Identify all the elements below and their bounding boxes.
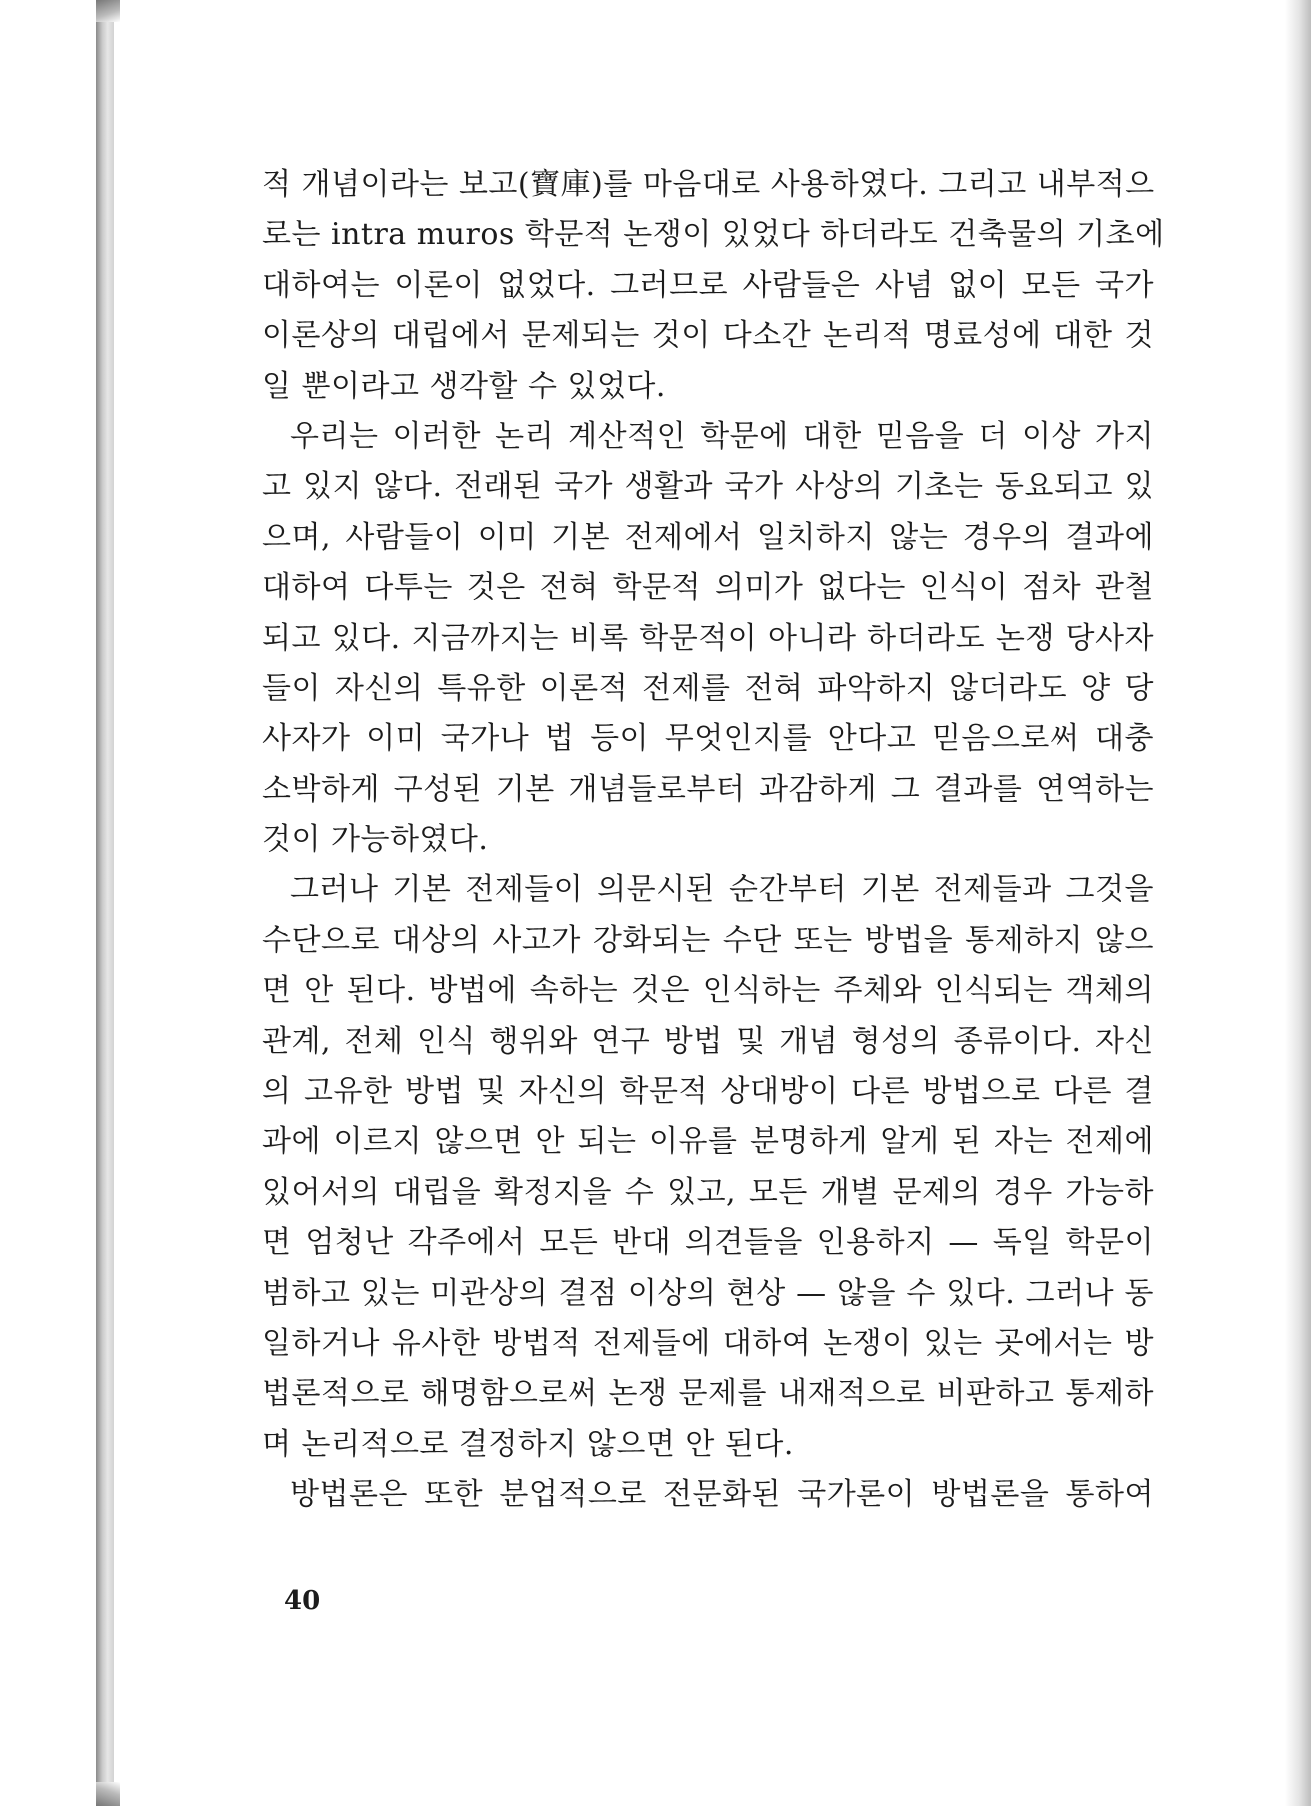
page-number: 40 — [284, 1586, 321, 1616]
text-line: 관계, 전체 인식 행위와 연구 방법 및 개념 형성의 종류이다. 자신 — [262, 1023, 1154, 1059]
page-body-text — [262, 160, 1165, 1521]
text-line: 범하고 있는 미관상의 결점 이상의 현상 — 않을 수 있다. 그러나 동 — [262, 1275, 1154, 1311]
text-line: 사자가 이미 국가나 법 등이 무엇인지를 안다고 믿음으로써 대충 — [262, 721, 1154, 757]
text-line: 있어서의 대립을 확정지을 수 있고, 모든 개별 문제의 경우 가능하 — [262, 1174, 1154, 1210]
text-line: 들이 자신의 특유한 이론적 전제를 전혀 파악하지 않더라도 양 당 — [262, 670, 1154, 706]
text-line: 일 뿐이라고 생각할 수 있었다. — [262, 368, 666, 404]
text-line: 법론적으로 해명함으로써 논쟁 문제를 내재적으로 비판하고 통제하 — [262, 1376, 1154, 1412]
text-line: 면 안 된다. 방법에 속하는 것은 인식하는 주체와 인식되는 객체의 — [262, 973, 1154, 1009]
page-right-shadow — [1285, 0, 1311, 1806]
text-line: 우리는 이러한 논리 계산적인 학문에 대한 믿음을 더 이상 가지 — [290, 418, 1154, 454]
text-line: 으며, 사람들이 이미 기본 전제에서 일치하지 않는 경우의 결과에 — [262, 519, 1154, 555]
text-line: 것이 가능하였다. — [262, 822, 489, 858]
text-line: 이론상의 대립에서 문제되는 것이 다소간 논리적 명료성에 대한 것 — [262, 318, 1154, 354]
text-line: 면 엄청난 각주에서 모든 반대 의견들을 인용하지 — 독일 학문이 — [262, 1225, 1154, 1261]
text-line: 대하여 다투는 것은 전혀 학문적 의미가 없다는 인식이 점차 관철 — [262, 570, 1154, 606]
text-line: 일하거나 유사한 방법적 전제들에 대하여 논쟁이 있는 곳에서는 방 — [262, 1325, 1154, 1361]
text-line: 고 있지 않다. 전래된 국가 생활과 국가 사상의 기초는 동요되고 있 — [262, 469, 1154, 505]
text-line: 되고 있다. 지금까지는 비록 학문적이 아니라 하더라도 논쟁 당사자 — [262, 620, 1154, 656]
text-line: 그러나 기본 전제들이 의문시된 순간부터 기본 전제들과 그것을 — [290, 872, 1154, 908]
text-line: 과에 이르지 않으면 안 되는 이유를 분명하게 알게 된 자는 전제에 — [262, 1124, 1154, 1160]
text-line: 소박하게 구성된 기본 개념들로부터 과감하게 그 결과를 연역하는 — [262, 771, 1154, 807]
text-line: 방법론은 또한 분업적으로 전문화된 국가론이 방법론을 통하여 — [290, 1477, 1154, 1513]
text-line: 의 고유한 방법 및 자신의 학문적 상대방이 다른 방법으로 다른 결 — [262, 1074, 1154, 1110]
book-spine-edge — [96, 0, 114, 1806]
text-line: 적 개념이라는 보고(寶庫)를 마음대로 사용하였다. 그리고 내부적으 — [262, 167, 1155, 202]
text-line: 대하여는 이론이 없었다. 그러므로 사람들은 사념 없이 모든 국가 — [262, 267, 1154, 303]
text-line: 로는 intra muros 학문적 논쟁이 있었다 하더라도 건축물의 기초에 — [262, 217, 1165, 253]
book-edge-top-corner — [96, 0, 120, 22]
text-line: 수단으로 대상의 사고가 강화되는 수단 또는 방법을 통제하지 않으 — [262, 922, 1154, 958]
text-line: 며 논리적으로 결정하지 않으면 안 된다. — [262, 1426, 794, 1462]
book-edge-bottom-corner — [96, 1782, 120, 1806]
